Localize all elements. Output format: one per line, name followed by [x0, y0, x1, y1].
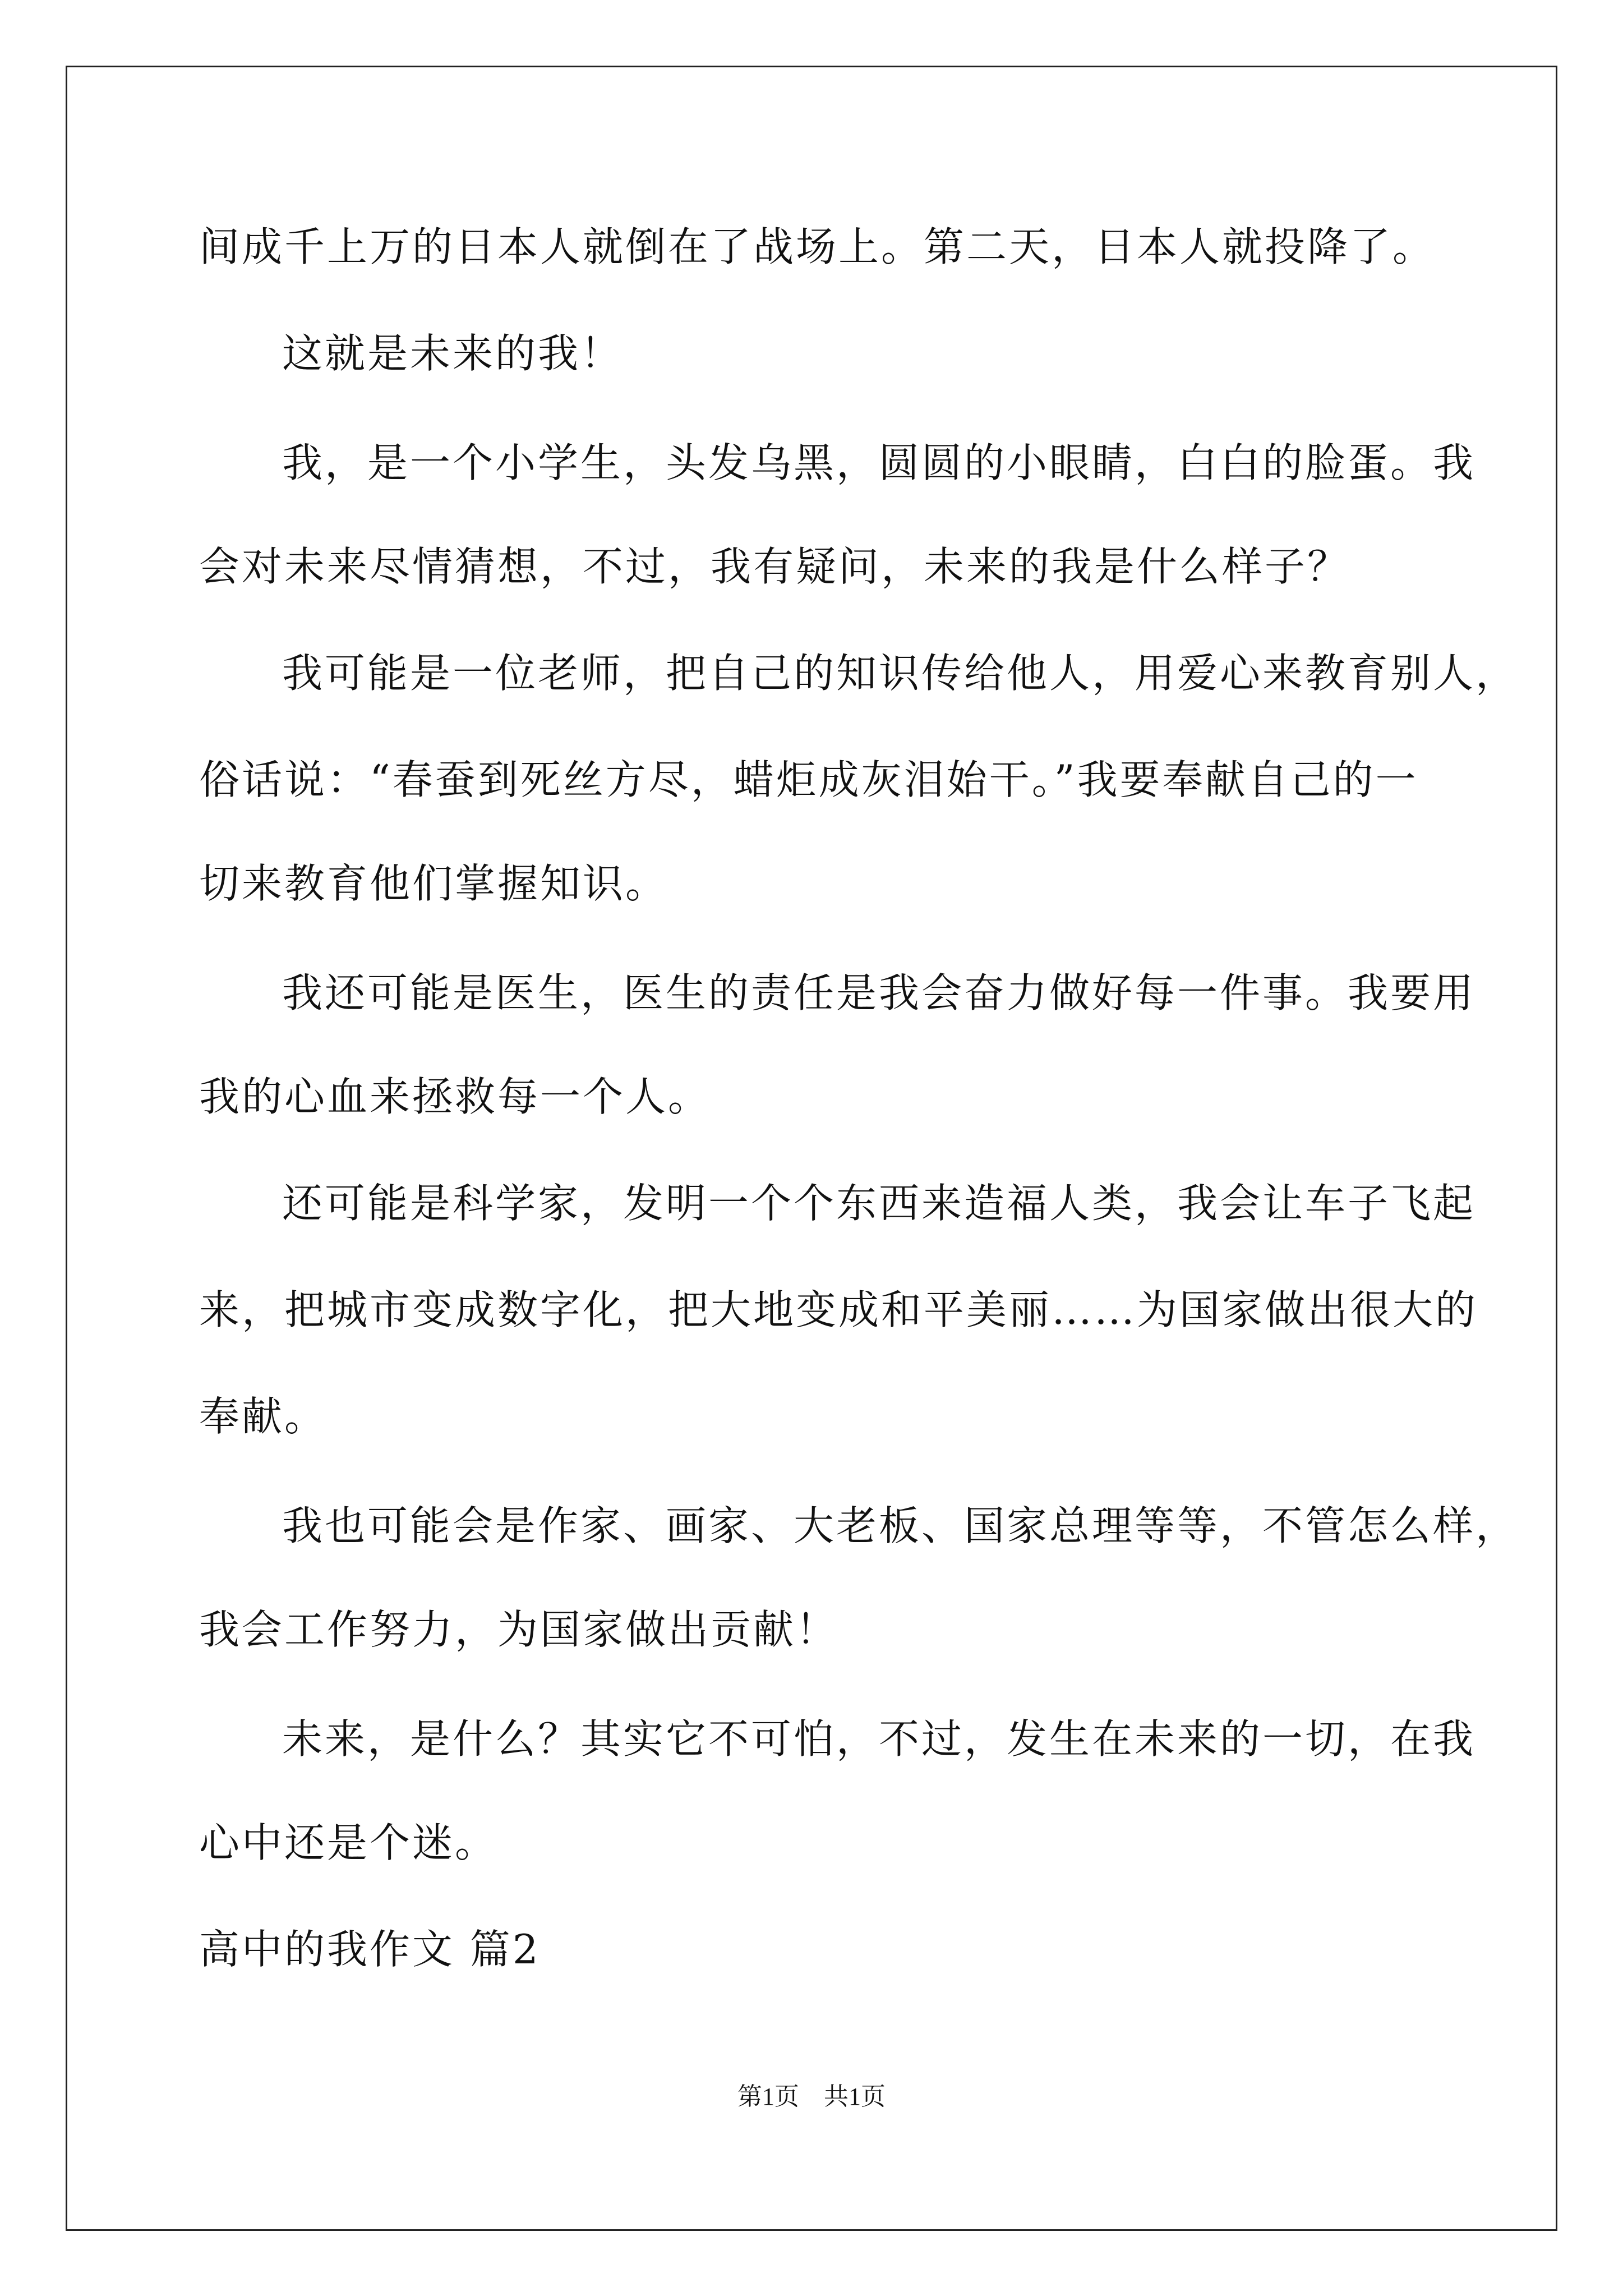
- text-line: 我的心血来拯救每一个人。: [199, 1073, 711, 1120]
- text-line: 俗话说：“春蚕到死丝方尽，蜡炬成灰泪始干。”我要奉献自己的一: [199, 756, 1418, 803]
- text-line: 我也可能会是作家、画家、大老板、国家总理等等，不管怎么样，: [282, 1502, 1519, 1549]
- page-border: [66, 66, 1557, 2231]
- text-line: 间成千上万的日本人就倒在了战场上。第二天，日本人就投降了。: [199, 223, 1436, 270]
- text-line: 我会工作努力，为国家做出贡献！: [199, 1606, 839, 1653]
- text-line: 我可能是一位老师，把自己的知识传给他人，用爱心来教育别人，: [282, 650, 1519, 697]
- text-line: 未来，是什么？其实它不可怕，不过，发生在未来的一切，在我: [282, 1715, 1476, 1763]
- text-line: 会对未来尽情猜想，不过，我有疑问，未来的我是什么样子？: [199, 543, 1350, 590]
- text-line: 心中还是个迷。: [199, 1819, 498, 1866]
- text-line: 我，是一个小学生，头发乌黑，圆圆的小眼睛，白白的脸蛋。我: [282, 439, 1476, 486]
- text-line: 这就是未来的我！: [282, 330, 624, 377]
- section-heading: 高中的我作文 篇2: [199, 1926, 541, 1973]
- text-line: 来，把城市变成数字化，把大地变成和平美丽……为国家做出很大的: [199, 1286, 1478, 1333]
- text-line: 切来教育他们掌握知识。: [199, 860, 668, 907]
- text-line: 我还可能是医生，医生的责任是我会奋力做好每一件事。我要用: [282, 969, 1476, 1016]
- page-number-footer: 第1页 共1页: [737, 2083, 886, 2110]
- text-line: 还可能是科学家，发明一个个东西来造福人类，我会让车子飞起: [282, 1180, 1476, 1227]
- text-line: 奉献。: [199, 1393, 328, 1440]
